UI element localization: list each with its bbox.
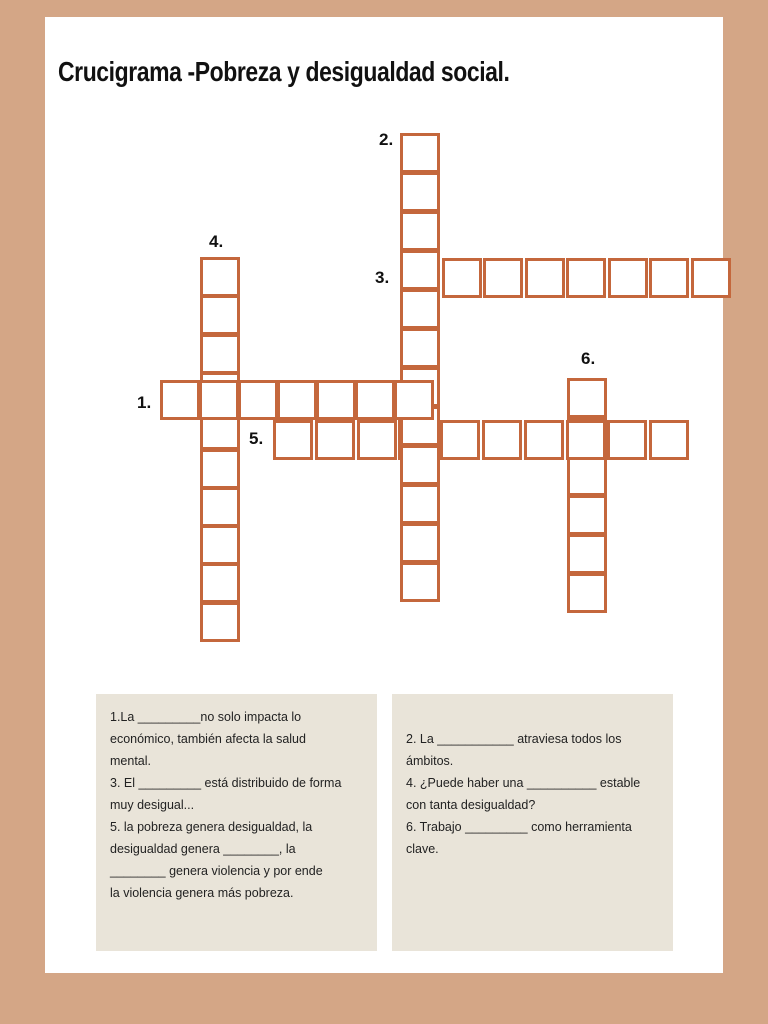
word-5-cell[interactable] — [566, 420, 606, 460]
word-4-cell[interactable] — [200, 487, 240, 527]
word-4-cell[interactable] — [200, 563, 240, 603]
clue-line: mental. — [110, 754, 151, 768]
word-3-cell[interactable] — [566, 258, 606, 298]
word-2-cell[interactable] — [400, 523, 440, 563]
word-5-cell[interactable] — [273, 420, 313, 460]
clue-line: ________ genera violencia y por ende — [110, 864, 323, 878]
clue-number-2: 2. — [379, 130, 394, 149]
word-6-cell[interactable] — [567, 456, 607, 496]
word-2-cell[interactable] — [400, 484, 440, 524]
word-3-cell[interactable] — [442, 258, 482, 298]
word-1-cell[interactable] — [199, 380, 239, 420]
page-title: Crucigrama -Pobreza y desigualdad social. — [58, 56, 510, 87]
word-2-cell[interactable] — [400, 133, 440, 173]
word-4-cell[interactable] — [200, 257, 240, 297]
word-4-cell[interactable] — [200, 525, 240, 565]
word-3-cell[interactable] — [525, 258, 565, 298]
word-6-cell[interactable] — [567, 378, 607, 418]
word-2-cell[interactable] — [400, 172, 440, 212]
clue-line: ámbitos. — [406, 754, 454, 768]
word-4-cell[interactable] — [200, 449, 240, 489]
word-5-cell[interactable] — [482, 420, 522, 460]
word-5-cell[interactable] — [440, 420, 480, 460]
clues-panel-left — [96, 694, 377, 951]
word-6-cell[interactable] — [567, 573, 607, 613]
word-1-cell[interactable] — [160, 380, 200, 420]
word-3-cell[interactable] — [649, 258, 689, 298]
word-2-cell[interactable] — [400, 250, 440, 290]
word-1-cell[interactable] — [316, 380, 356, 420]
word-5-cell[interactable] — [607, 420, 647, 460]
word-5-cell[interactable] — [315, 420, 355, 460]
word-4-cell[interactable] — [200, 295, 240, 335]
clue-line: 2. La ___________ atraviesa todos los — [406, 732, 622, 746]
word-6-cell[interactable] — [567, 495, 607, 535]
clue-line: la violencia genera más pobreza. — [110, 886, 294, 900]
clue-line: muy desigual... — [110, 798, 195, 812]
clue-line: 6. Trabajo _________ como herramienta — [406, 820, 632, 834]
clue-line: desigualdad genera ________, la — [110, 842, 296, 856]
word-5-cell[interactable] — [357, 420, 397, 460]
word-5-cell[interactable] — [649, 420, 689, 460]
word-1-cell[interactable] — [394, 380, 434, 420]
clue-line: económico, también afecta la salud — [110, 732, 306, 746]
word-2-cell[interactable] — [400, 289, 440, 329]
clue-line: 5. la pobreza genera desigualdad, la — [110, 820, 313, 834]
clue-line: con tanta desigualdad? — [406, 798, 536, 812]
word-6-cell[interactable] — [567, 534, 607, 574]
clue-number-6: 6. — [581, 349, 596, 368]
clue-line: 3. El _________ está distribuido de forma — [110, 776, 342, 790]
clues-panel-right — [392, 694, 673, 951]
word-3-cell[interactable] — [691, 258, 731, 298]
clue-number-3: 3. — [375, 268, 390, 287]
word-1-cell[interactable] — [355, 380, 395, 420]
word-2-cell[interactable] — [400, 445, 440, 485]
word-3-cell[interactable] — [483, 258, 523, 298]
clue-line: 1.La _________no solo impacta lo — [110, 710, 302, 724]
word-4-cell[interactable] — [200, 334, 240, 374]
word-1-cell[interactable] — [277, 380, 317, 420]
word-2-cell[interactable] — [400, 328, 440, 368]
word-4-cell[interactable] — [200, 602, 240, 642]
clue-number-5: 5. — [249, 429, 264, 448]
clue-line: clave. — [406, 842, 439, 856]
clue-number-1: 1. — [137, 393, 152, 412]
word-2-cell[interactable] — [400, 211, 440, 251]
clue-line: 4. ¿Puede haber una __________ estable — [406, 776, 641, 790]
word-1-cell[interactable] — [238, 380, 278, 420]
word-2-cell[interactable] — [400, 562, 440, 602]
word-5-cell[interactable] — [524, 420, 564, 460]
clue-number-4: 4. — [209, 232, 224, 251]
word-3-cell[interactable] — [608, 258, 648, 298]
